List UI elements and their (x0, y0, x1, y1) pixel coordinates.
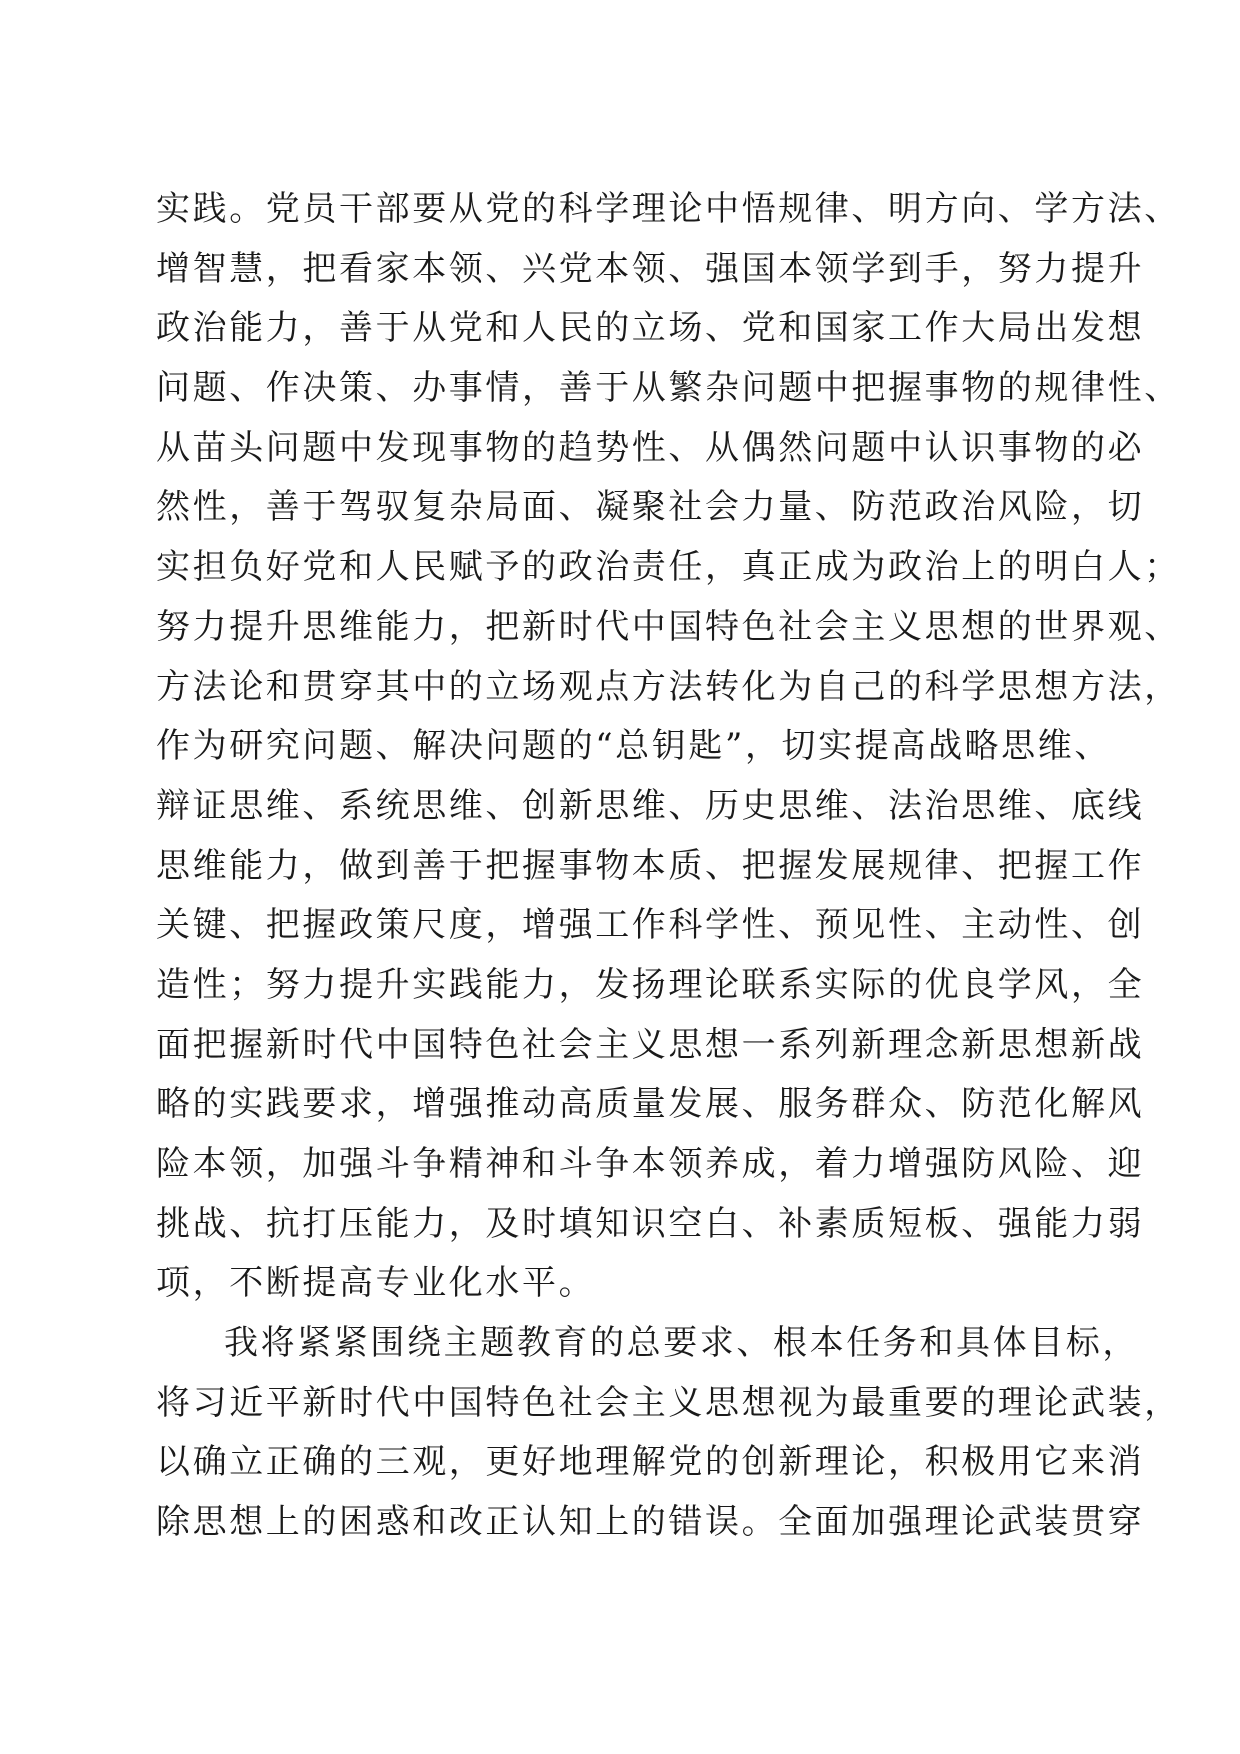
text-line: 政治能力，善于从党和人民的立场、党和国家工作大局出发想 (156, 308, 1145, 349)
text-line: 以确立正确的三观，更好地理解党的创新理论，积极用它来消 (156, 1442, 1145, 1483)
text-line: 关键、把握政策尺度，增强工作科学性、预见性、主动性、创 (156, 905, 1145, 946)
text-line: 项，不断提高专业化水平。 (156, 1263, 596, 1304)
text-line: 面把握新时代中国特色社会主义思想一系列新理念新思想新战 (156, 1024, 1145, 1065)
text-line: 作为研究问题、解决问题的“总钥匙”，切实提高战略思维、 (156, 726, 1111, 767)
text-line: 造性；努力提升实践能力，发扬理论联系实际的优良学风，全 (156, 964, 1145, 1005)
text-line: 从苗头问题中发现事物的趋势性、从偶然问题中认识事物的必 (156, 427, 1145, 468)
text-line: 辩证思维、系统思维、创新思维、历史思维、法治思维、底线 (156, 785, 1145, 826)
text-line: 问题、作决策、办事情，善于从繁杂问题中把握事物的规律性、 (156, 368, 1181, 409)
body-text (156, 180, 1181, 1553)
text-line: 略的实践要求，增强推动高质量发展、服务群众、防范化解风 (156, 1084, 1145, 1125)
paragraph-first-line: 我将紧紧围绕主题教育的总要求、根本任务和具体目标， (224, 1323, 1139, 1364)
text-line: 方法论和贯穿其中的立场观点方法转化为自己的科学思想方法， (156, 666, 1181, 707)
text-line: 将习近平新时代中国特色社会主义思想视为最重要的理论武装， (156, 1382, 1181, 1423)
text-line: 增智慧，把看家本领、兴党本领、强国本领学到手，努力提升 (156, 248, 1145, 289)
text-line: 险本领，加强斗争精神和斗争本领养成，着力增强防风险、迎 (156, 1144, 1145, 1184)
text-line: 实践。党员干部要从党的科学理论中悟规律、明方向、学方法、 (156, 189, 1181, 229)
text-line: 除思想上的困惑和改正认知上的错误。全面加强理论武装贯穿 (156, 1502, 1145, 1543)
text-line: 然性，善于驾驭复杂局面、凝聚社会力量、防范政治风险，切 (156, 487, 1145, 528)
text-line: 思维能力，做到善于把握事物本质、把握发展规律、把握工作 (156, 845, 1145, 886)
text-line: 挑战、抗打压能力，及时填知识空白、补素质短板、强能力弱 (156, 1203, 1145, 1244)
text-line: 努力提升思维能力，把新时代中国特色社会主义思想的世界观、 (156, 606, 1181, 647)
text-line: 实担负好党和人民赋予的政治责任，真正成为政治上的明白人； (156, 547, 1181, 588)
